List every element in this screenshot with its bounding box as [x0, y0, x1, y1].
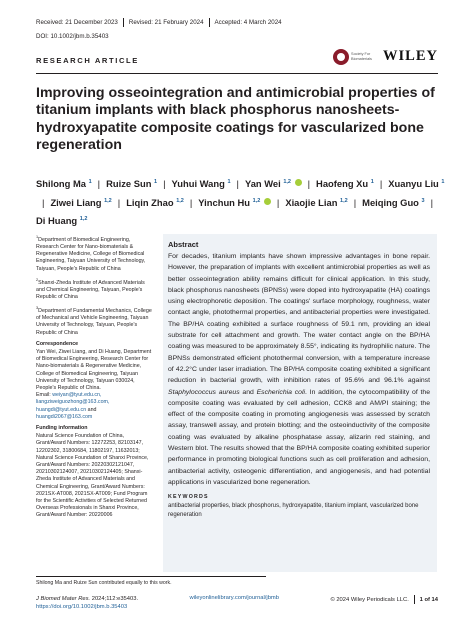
author-affiliation-marker: 1,2: [79, 216, 88, 223]
author-name: Meiqing Guo: [362, 196, 419, 208]
date-divider: [123, 18, 124, 27]
author-name: Di Huang: [36, 215, 78, 227]
date-divider: [209, 18, 210, 27]
author-affiliation-marker: 1,2: [252, 197, 261, 204]
author: [388, 178, 444, 189]
correspondence-heading: Correspondence: [36, 340, 79, 347]
accepted-date: Accepted: 4 March 2024: [214, 19, 282, 26]
revised-date: Revised: 21 February 2024: [128, 19, 204, 26]
author: [245, 178, 302, 189]
funding-heading: Funding information: [36, 424, 88, 431]
author-separator: |: [97, 178, 101, 190]
affiliation: $^3$Department of Fundamental Mechanics, College of Mechanical and Vehicle Engineering, Taiyuan University of Technology, Taiyuan, People's Republic of China: [36, 306, 152, 336]
footer-citation: J Biomed Mater Res. 2024;112:e35403. https://doi.org/10.1002/jbm.b.35403: [36, 596, 139, 610]
email-link[interactable]: huangdi@tyut.edu.cn: [36, 406, 87, 413]
author-affiliation-marker: 1,2: [340, 197, 348, 204]
author: [36, 215, 87, 226]
publisher-logos: [333, 48, 438, 65]
society-logo-text: Society For Biomaterials: [351, 52, 372, 61]
author: [316, 178, 374, 189]
author-affiliation-marker: 1: [227, 179, 231, 185]
author-separator: |: [42, 196, 45, 208]
email-link[interactable]: liangziweiguozhong@163.com,: [36, 399, 110, 406]
footer-website: [190, 595, 279, 601]
article-type: RESEARCH ARTICLE: [36, 56, 139, 65]
author-name: Liqin Zhao: [126, 196, 174, 208]
author-affiliation-marker: 1: [88, 179, 92, 185]
society-emblem-icon: [333, 49, 349, 65]
wiley-logo: WILEY: [383, 48, 438, 64]
page-footer: [36, 595, 438, 611]
email-link[interactable]: huangdi2067@163.com: [36, 413, 93, 420]
article-dates: [36, 18, 282, 27]
email-link[interactable]: weiyan@tyut.edu.cn,: [52, 392, 102, 399]
affiliations-column: [36, 234, 154, 524]
received-date: Received: 21 December 2023: [36, 19, 118, 26]
author-affiliation-marker: 1: [441, 179, 445, 185]
author-affiliation-marker: 1,2: [283, 179, 291, 185]
author: [198, 197, 271, 208]
article-title: Improving osseointegration and antimicrobial properties of titanium implants with black phosphorus nanosheets-hydroxyapatite composite coatings for vascularized bone regeneration: [36, 85, 435, 154]
copyright: © 2024 Wiley Periodicals LLC.: [330, 596, 409, 603]
author-separator: |: [189, 196, 193, 208]
author-name: Shilong Ma: [36, 178, 86, 190]
author-name: Ziwei Liang: [50, 196, 102, 208]
author: [50, 197, 111, 208]
author-name: Xuanyu Liu: [388, 178, 439, 190]
author-name: Haofeng Xu: [316, 178, 369, 190]
author-separator: |: [307, 178, 311, 190]
header-rule: [36, 73, 438, 74]
abstract-text: For decades, titanium implants have shown impressive advantages in bone repair. However, the preparation of implants with excellent antimicrobial properties as well as better osseointegration ability remains difficult for clinical application. In this study, black phosphorus nanosheets (BPNSs) were doped into hydroxyapatite (HA) coatings using electrophoretic deposition. The coatings' surface morphology, roughness, water contact angle, photothermal properties, and antibacterial properties were investigated. The BP/HA coating exhibited a surface roughness of 59.1 nm, providing an ideal substrate for cell attachment and growth. The water contact angle on the BP/HA coating was measured to be approximately 8.55°, indicating its hydrophilic nature. The BPNSs demonstrated efficient photothermal conversion, with a temperature increase of 42.2°C under laser irradiation. The BP/HA composite coating exhibited a significant reduction in bacterial growth, with inhibition rates of 95.6% and 96.1% against Staphylococcus aureus and Escherichia coli. In addition, the cytocompatibility of the composite coating was evaluated by cell adhesion, CCK8 and AM/PI staining; the effect of the composite coating in promoting angiogenesis was assessed by scratch assay, transwell assay, and protein blotting; and the osteoinductivity of the composite coating was evaluated by alkaline phosphatase assay, alizarin red staining, and Western blot. The results showed that the BP/HA composite coating exhibited superior performance in promoting biological functions such as cell proliferation and adhesion, antibacterial activity, osteogenic differentiation, and angiogenesis, and had potential applications in vascularized bone regeneration.: [168, 253, 430, 486]
footer-right: [330, 595, 438, 604]
author-separator: |: [236, 178, 239, 190]
author: [172, 178, 231, 189]
doi-link[interactable]: https://doi.org/10.1002/jbm.b.35403: [36, 604, 128, 610]
author-affiliation-marker: 1,2: [176, 197, 184, 204]
society-logo: [333, 49, 375, 65]
author-separator: |: [117, 196, 121, 208]
author-name: Yan Wei: [244, 178, 281, 190]
author-affiliation-marker: 1: [154, 179, 158, 185]
footer-divider: [414, 595, 415, 604]
author-separator: |: [430, 196, 434, 208]
author: [126, 197, 184, 208]
keywords-text: antibacterial properties, black phosphorus, hydroxyapatite, titanium implant, vascularized bone regeneration: [168, 503, 419, 518]
author-separator: |: [379, 178, 383, 190]
footnote-rule: [36, 576, 266, 577]
author-separator: |: [163, 178, 166, 190]
author-separator: |: [353, 196, 357, 208]
author-affiliation-marker: 3: [421, 197, 425, 204]
author: [362, 197, 424, 208]
author-name: Yuhui Wang: [171, 178, 225, 190]
author-name: Xiaojie Lian: [285, 196, 338, 208]
author-affiliation-marker: 1,2: [104, 197, 112, 204]
author: [285, 197, 347, 208]
author-affiliation-marker: 1: [370, 179, 374, 185]
page-number: 1 of 14: [419, 596, 438, 603]
author-list: [36, 174, 446, 230]
author-name: Ruize Sun: [106, 178, 152, 190]
keywords-heading: KEYWORDS: [168, 494, 209, 501]
abstract-box: [163, 234, 437, 572]
affiliation: $^2$Shanxi-Zheda Institute of Advanced Materials and Chemical Engineering, Taiyuan, People's Republic of China: [36, 277, 145, 300]
journal-name: J Biomed Mater Res.: [36, 596, 91, 602]
author-name: Yinchun Hu: [198, 196, 251, 208]
author: [106, 178, 157, 189]
correspondence-text: Yan Wei, Ziwei Liang, and Di Huang, Department of Biomedical Engineering, Research Center for Nano-biomaterials & Regenerative Medicine, College of Biomedical Engineering, Taiyuan University of Technology, Taiyuan 030024, People's Republic of China. Email: weiyan@tyut.edu.cn, liangziweiguozhong@163.com, huangdi@tyut.edu.cn and huangdi2067@163.com: [36, 348, 152, 420]
abstract-heading: Abstract: [168, 240, 199, 249]
equal-contribution-note: Shilong Ma and Ruize Sun contributed equally to this work.: [36, 580, 172, 586]
author: [36, 178, 92, 189]
affiliation: $^1$Department of Biomedical Engineering, Research Center for Nano-biomaterials & Regenerative Medicine, College of Biomedical Engineering, Taiyuan University of Technology, Taiyuan, People's Republic of China: [36, 235, 146, 272]
funding-text: Natural Science Foundation of China, Grant/Award Numbers: 12272253, 82103147, 12202302, 31800684, 11802197, 11632013; Natural Science Foundation of Shanxi Province, Grant/Award Numbers: 20220302121047, 20210302124007, 20210302124405; Shanxi-Zheda Institute of Advanced Materials and Chemical Engineering, Grant/Award Numbers: 2021SX-AT008, 2021SX-AT009; Fund Program for the Scientific Activities of Selected Returned Overseas Professionals in Shanxi Province, Grant/Award Number: 20220006: [36, 433, 149, 519]
journal-website-link[interactable]: wileyonlinelibrary.com/journal/jbmb: [189, 595, 279, 601]
doi: DOI: 10.1002/jbm.b.35403: [36, 33, 109, 40]
orcid-icon[interactable]: [264, 198, 271, 205]
orcid-icon[interactable]: [295, 179, 302, 186]
author-separator: |: [276, 196, 280, 208]
